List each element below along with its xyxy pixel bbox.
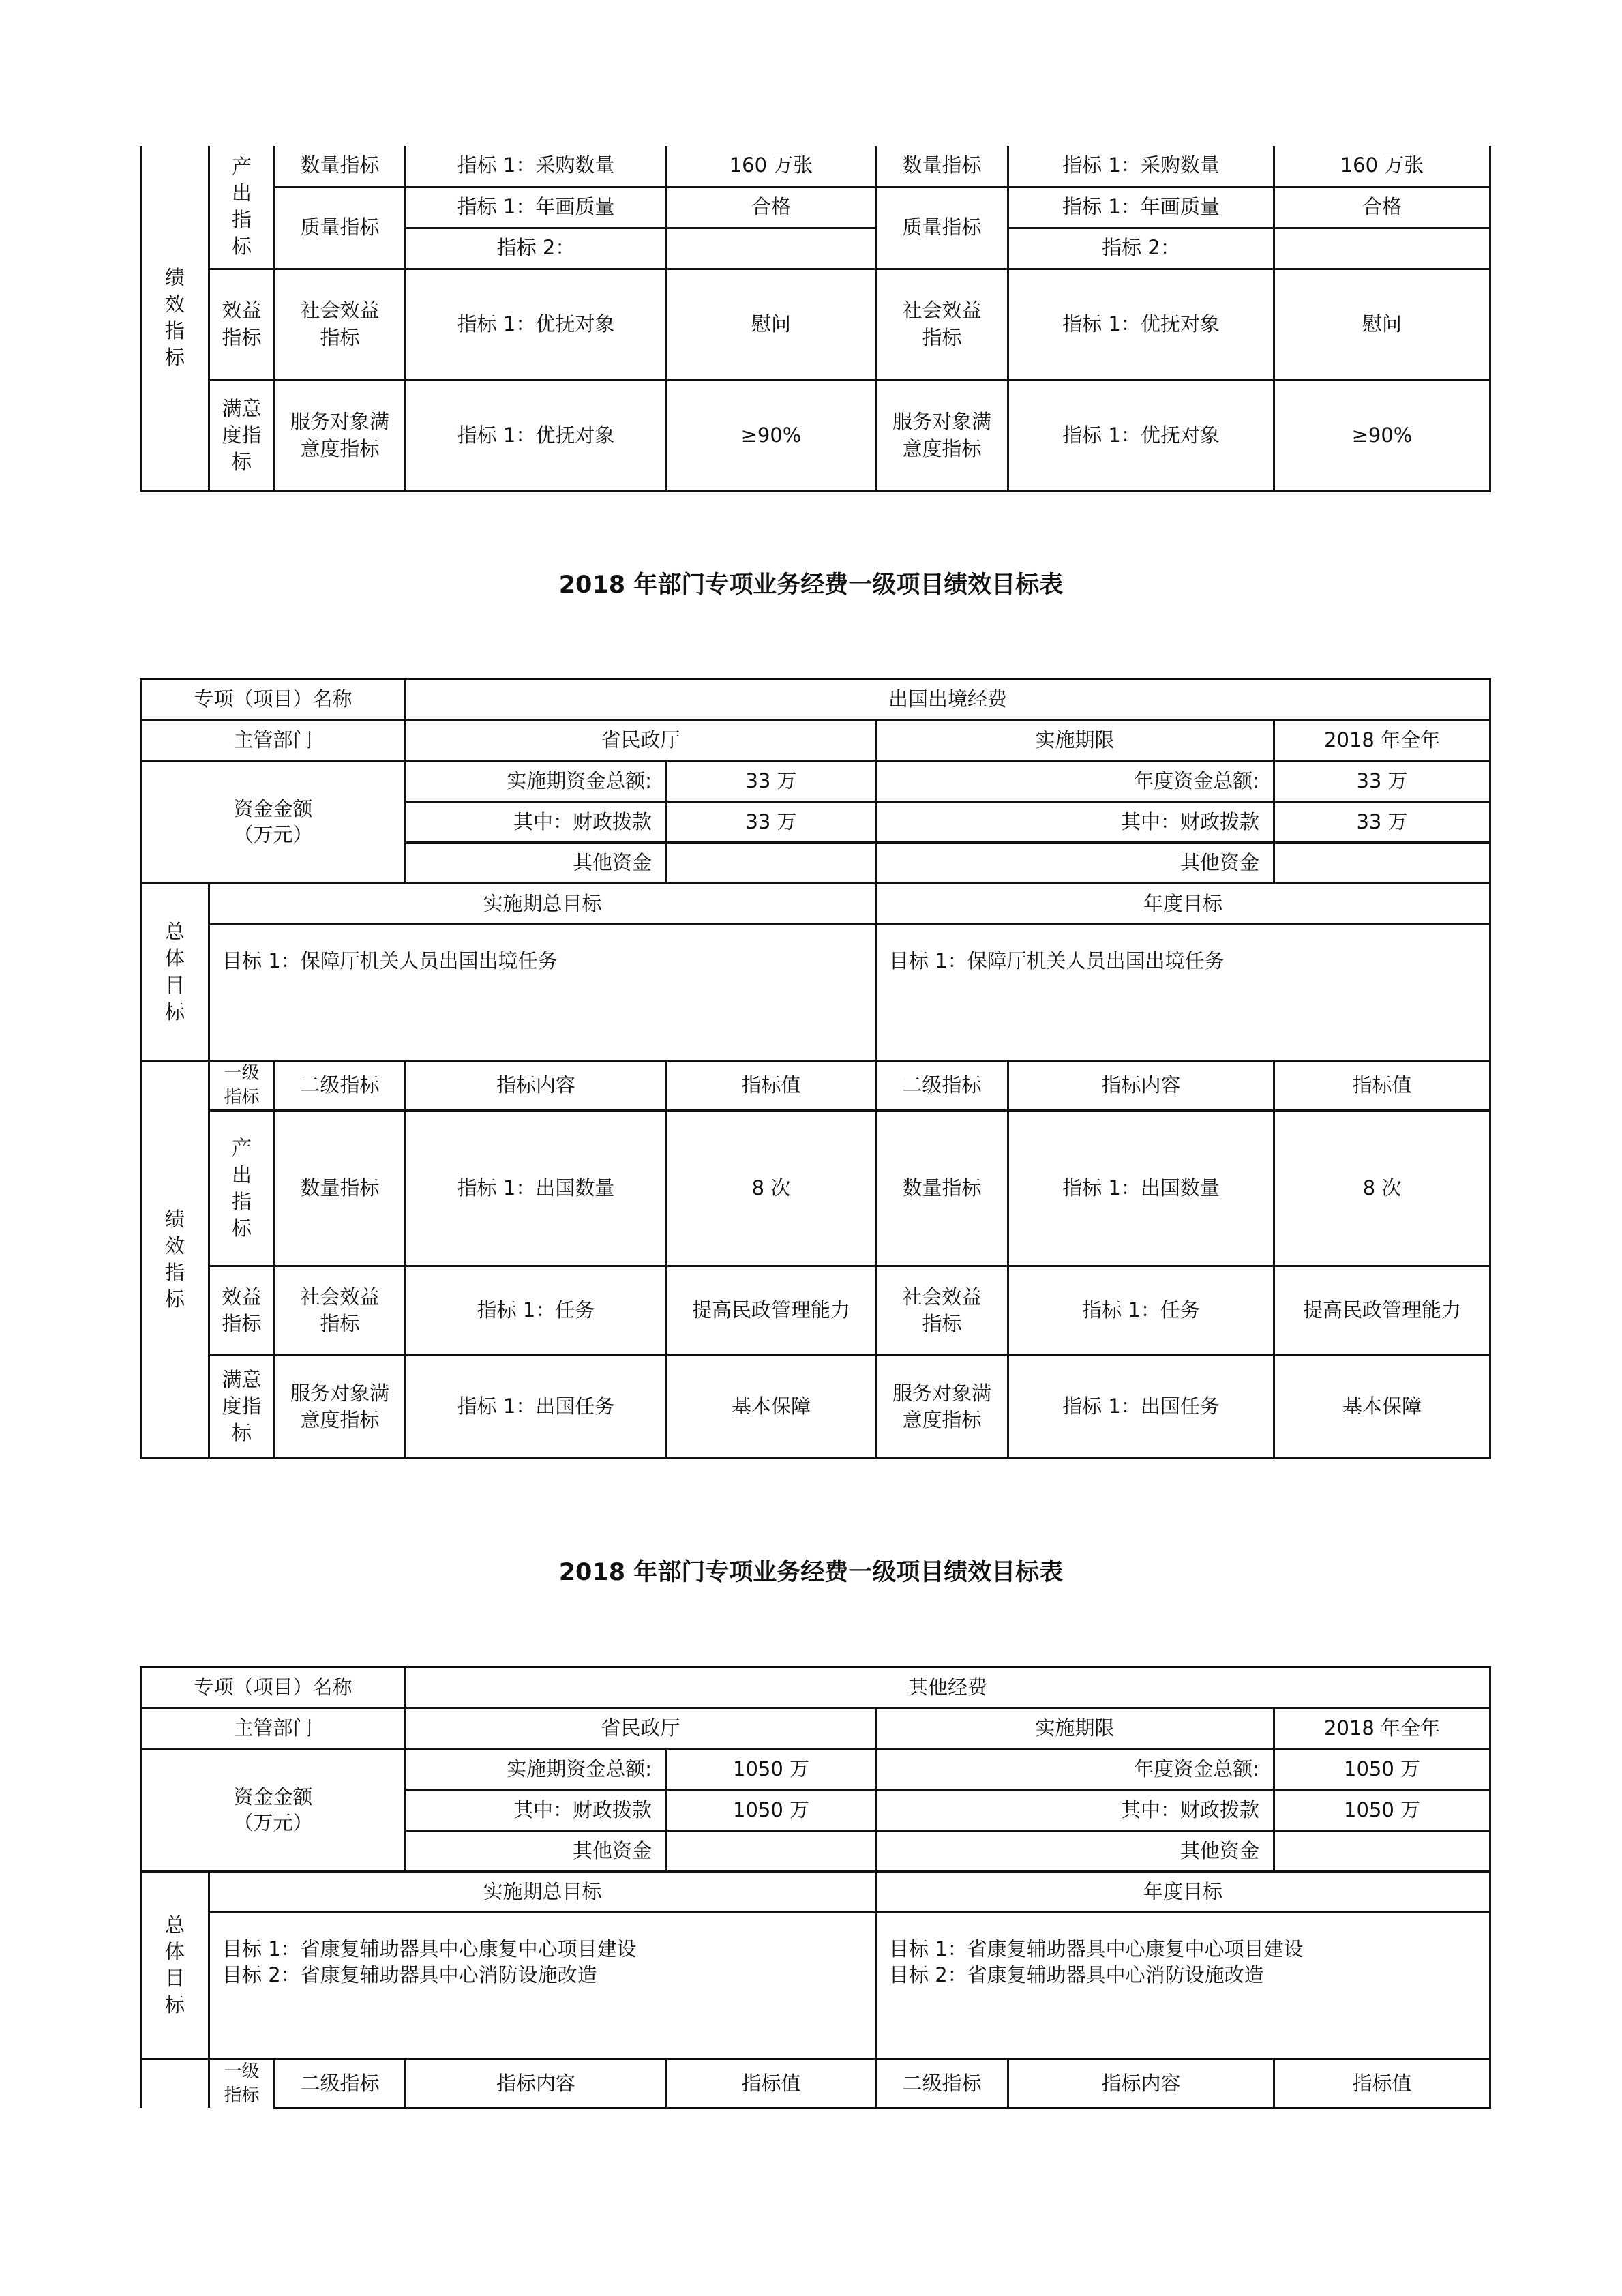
annual-header-value: 指标值 (1274, 1061, 1490, 1111)
annual-header-level2: 二级指标 (876, 1061, 1008, 1111)
period-label: 实施期限 (876, 1708, 1274, 1749)
header-content: 指标内容 (406, 2059, 667, 2108)
annual-service-satisfaction-content: 指标 1：优抚对象 (1008, 380, 1274, 491)
output-indicator-label: 产出指标 (209, 146, 275, 269)
dept-label: 主管部门 (141, 1708, 406, 1749)
annual-social-benefit-value: 提高民政管理能力 (1274, 1266, 1490, 1355)
annual-service-satisfaction-value: ≥90% (1274, 380, 1490, 491)
impl-fiscal-value: 33 万 (667, 802, 876, 843)
period-value: 2018 年全年 (1274, 720, 1490, 761)
annual-social-benefit-content: 指标 1：优抚对象 (1008, 269, 1274, 380)
overall-goal-label: 总体目标 (141, 884, 209, 1061)
service-satisfaction-content: 指标 1：优抚对象 (406, 380, 667, 491)
social-benefit-value: 慰问 (667, 269, 876, 380)
annual-goal-header: 年度目标 (876, 884, 1490, 925)
project-name: 其他经费 (406, 1667, 1490, 1708)
header-level1: 一级指标 (209, 2059, 275, 2108)
quality-content-1: 指标 1：年画质量 (406, 187, 667, 228)
impl-total-label: 实施期资金总额: (406, 761, 667, 802)
annual-quantity-value: 160 万张 (1274, 146, 1490, 187)
annual-social-benefit-value: 慰问 (1274, 269, 1490, 380)
satisfaction-indicator-label: 满意度指标 (209, 1355, 275, 1459)
social-benefit-label: 社会效益指标 (275, 269, 406, 380)
quality-value-2 (667, 228, 876, 269)
annual-total-label: 年度资金总额: (876, 761, 1274, 802)
impl-goal-header: 实施期总目标 (209, 884, 876, 925)
annual-fiscal-label: 其中：财政拨款 (876, 802, 1274, 843)
service-satisfaction-content: 指标 1：出国任务 (406, 1355, 667, 1459)
quantity-value: 8 次 (667, 1111, 876, 1266)
annual-quality-content-2: 指标 2： (1008, 228, 1274, 269)
annual-header-value: 指标值 (1274, 2059, 1490, 2108)
header-level2: 二级指标 (275, 1061, 406, 1111)
impl-total-value: 33 万 (667, 761, 876, 802)
social-benefit-label: 社会效益指标 (275, 1266, 406, 1355)
social-benefit-content: 指标 1：优抚对象 (406, 269, 667, 380)
perf-indicator-label: 绩效指标 (141, 1061, 209, 1459)
annual-goal-text: 目标 1：保障厅机关人员出国出境任务 (876, 925, 1490, 1061)
annual-fiscal-value: 33 万 (1274, 802, 1490, 843)
header-value: 指标值 (667, 1061, 876, 1111)
service-satisfaction-label: 服务对象满意度指标 (275, 380, 406, 491)
annual-header-content: 指标内容 (1008, 1061, 1274, 1111)
header-level2: 二级指标 (275, 2059, 406, 2108)
impl-goal-header: 实施期总目标 (209, 1872, 876, 1913)
project-name: 出国出境经费 (406, 679, 1490, 720)
impl-other-label: 其他资金 (406, 1831, 667, 1872)
header-level1: 一级指标 (209, 1061, 275, 1111)
perf-indicator-label: 绩效指标 (141, 146, 209, 491)
annual-quantity-indicator-label: 数量指标 (876, 146, 1008, 187)
annual-social-benefit-label: 社会效益指标 (876, 1266, 1008, 1355)
impl-total-value: 1050 万 (667, 1749, 876, 1790)
impl-other-value (667, 1831, 876, 1872)
impl-other-value (667, 843, 876, 884)
annual-total-value: 1050 万 (1274, 1749, 1490, 1790)
annual-quality-value-1: 合格 (1274, 187, 1490, 228)
period-label: 实施期限 (876, 720, 1274, 761)
annual-service-satisfaction-value: 基本保障 (1274, 1355, 1490, 1459)
impl-other-label: 其他资金 (406, 843, 667, 884)
impl-fiscal-value: 1050 万 (667, 1790, 876, 1831)
quantity-indicator-label: 数量指标 (275, 146, 406, 187)
benefit-indicator-label: 效益指标 (209, 269, 275, 380)
annual-other-value (1274, 1831, 1490, 1872)
quantity-value: 160 万张 (667, 146, 876, 187)
annual-quality-indicator-label: 质量指标 (876, 187, 1008, 269)
quantity-content: 指标 1：出国数量 (406, 1111, 667, 1266)
perf-table-travel (140, 678, 1491, 1459)
table2-title: 2018 年部门专项业务经费一级项目绩效目标表 (558, 571, 1064, 599)
annual-social-benefit-label: 社会效益指标 (876, 269, 1008, 380)
annual-quantity-content: 指标 1：出国数量 (1008, 1111, 1274, 1266)
overall-goal-label: 总体目标 (141, 1872, 209, 2059)
service-satisfaction-value: ≥90% (667, 380, 876, 491)
impl-goal-text: 目标 1：省康复辅助器具中心康复中心项目建设 目标 2：省康复辅助器具中心消防设施改造 (209, 1913, 876, 2059)
annual-goal-text: 目标 1：省康复辅助器具中心康复中心项目建设 目标 2：省康复辅助器具中心消防设施改造 (876, 1913, 1490, 2059)
annual-social-benefit-content: 指标 1：任务 (1008, 1266, 1274, 1355)
perf-indicator-label (141, 2059, 209, 2108)
annual-fiscal-label: 其中：财政拨款 (876, 1790, 1274, 1831)
impl-fiscal-label: 其中：财政拨款 (406, 802, 667, 843)
service-satisfaction-label: 服务对象满意度指标 (275, 1355, 406, 1459)
annual-header-level2: 二级指标 (876, 2059, 1008, 2108)
annual-quality-value-2 (1274, 228, 1490, 269)
output-indicator-label: 产出指标 (209, 1111, 275, 1266)
impl-fiscal-label: 其中：财政拨款 (406, 1790, 667, 1831)
annual-quantity-indicator-label: 数量指标 (876, 1111, 1008, 1266)
annual-other-value (1274, 843, 1490, 884)
annual-quantity-content: 指标 1：采购数量 (1008, 146, 1274, 187)
quality-content-2: 指标 2： (406, 228, 667, 269)
project-name-label: 专项（项目）名称 (141, 1667, 406, 1708)
dept-value: 省民政厅 (406, 1708, 876, 1749)
quality-value-1: 合格 (667, 187, 876, 228)
funds-label: 资金金额 （万元） (141, 761, 406, 884)
quantity-content: 指标 1：采购数量 (406, 146, 667, 187)
annual-service-satisfaction-label: 服务对象满意度指标 (876, 380, 1008, 491)
funds-label: 资金金额 （万元） (141, 1749, 406, 1872)
period-value: 2018 年全年 (1274, 1708, 1490, 1749)
annual-fiscal-value: 1050 万 (1274, 1790, 1490, 1831)
annual-service-satisfaction-content: 指标 1：出国任务 (1008, 1355, 1274, 1459)
service-satisfaction-value: 基本保障 (667, 1355, 876, 1459)
annual-other-label: 其他资金 (876, 843, 1274, 884)
annual-total-value: 33 万 (1274, 761, 1490, 802)
annual-quantity-value: 8 次 (1274, 1111, 1490, 1266)
annual-quality-content-1: 指标 1：年画质量 (1008, 187, 1274, 228)
impl-goal-text: 目标 1：保障厅机关人员出国出境任务 (209, 925, 876, 1061)
annual-header-content: 指标内容 (1008, 2059, 1274, 2108)
social-benefit-content: 指标 1：任务 (406, 1266, 667, 1355)
project-name-label: 专项（项目）名称 (141, 679, 406, 720)
social-benefit-value: 提高民政管理能力 (667, 1266, 876, 1355)
dept-value: 省民政厅 (406, 720, 876, 761)
header-value: 指标值 (667, 2059, 876, 2108)
perf-table-other (140, 1666, 1491, 2109)
quantity-indicator-label: 数量指标 (275, 1111, 406, 1266)
annual-goal-header: 年度目标 (876, 1872, 1490, 1913)
perf-table-fragment (140, 146, 1491, 492)
annual-other-label: 其他资金 (876, 1831, 1274, 1872)
table3-title: 2018 年部门专项业务经费一级项目绩效目标表 (558, 1559, 1064, 1586)
satisfaction-indicator-label: 满意度指标 (209, 380, 275, 491)
header-content: 指标内容 (406, 1061, 667, 1111)
annual-service-satisfaction-label: 服务对象满意度指标 (876, 1355, 1008, 1459)
benefit-indicator-label: 效益指标 (209, 1266, 275, 1355)
dept-label: 主管部门 (141, 720, 406, 761)
quality-indicator-label: 质量指标 (275, 187, 406, 269)
impl-total-label: 实施期资金总额: (406, 1749, 667, 1790)
annual-total-label: 年度资金总额: (876, 1749, 1274, 1790)
